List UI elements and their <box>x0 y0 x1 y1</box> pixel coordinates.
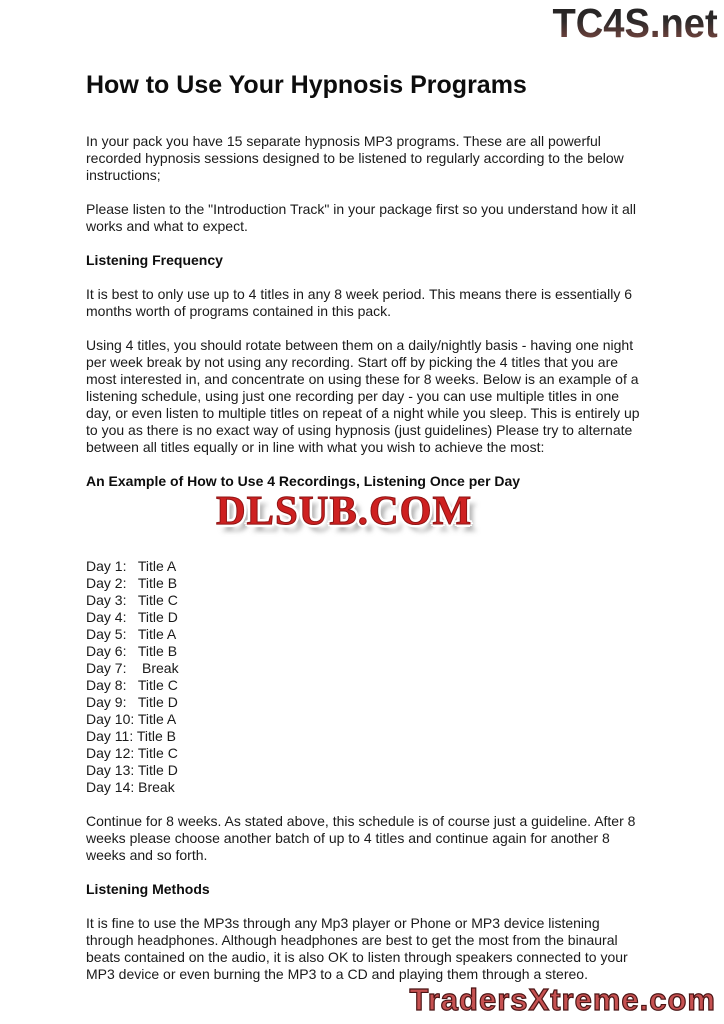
schedule-line: Day 12: Title C <box>86 745 178 761</box>
document-content <box>86 70 648 1000</box>
paragraph-methods: It is fine to use the MP3s through any Mp3 player or Phone or MP3 device listening through headphones. Although headphones are best to get the most from the binaural beats contained on the audio, it is also OK to listen through speakers connected to your MP3 device or even burning the MP3 to a CD and playing them through a stereo. <box>86 915 628 982</box>
schedule-line: Day 13: Title D <box>86 762 178 778</box>
schedule-line: Day 14: Break <box>86 779 175 795</box>
schedule-line: Day 1: Title A <box>86 558 177 574</box>
page-title: How to Use Your Hypnosis Programs <box>86 71 527 99</box>
schedule-line: Day 9: Title D <box>86 694 178 710</box>
paragraph-frequency-2: Using 4 titles, you should rotate between them on a daily/nightly basis - having one night per week break by not using any recording. Start off by picking the 4 titles that you are most interested in, and concentrate on using these for 8 weeks. Below is an example of a listening schedule, using just one recording per day - you can use multiple titles in one day, or even listen to multiple titles on repeat of a night while you sleep. This is entirely up to you as there is no exact way of using hypnosis (just guidelines) Please try to alternate between all titles equally or in line with what you wish to achieve the most: <box>86 337 640 455</box>
tc4s-logo: TC4S.net <box>552 0 718 46</box>
schedule-line: Day 8: Title C <box>86 677 178 693</box>
paragraph-intro-2: Please listen to the "Introduction Track" in your package first so you understand how it all works and what to expect. <box>86 201 637 234</box>
heading-listening-methods: Listening Methods <box>86 881 210 897</box>
schedule-line: Day 7: Break <box>86 660 179 676</box>
schedule-line: Day 3: Title C <box>86 592 178 608</box>
paragraph-continue: Continue for 8 weeks. As stated above, this schedule is of course just a guideline. After 8 weeks please choose another batch of up to 4 titles and continue again for another 8 weeks and so forth. <box>86 813 636 863</box>
tradersxtreme-logo: TradersXtreme.com <box>409 982 716 1017</box>
schedule-line: Day 4: Title D <box>86 609 178 625</box>
schedule-line: Day 6: Title B <box>86 643 178 659</box>
heading-listening-frequency: Listening Frequency <box>86 252 223 268</box>
schedule-list <box>86 507 648 796</box>
paragraph-intro-1: In your pack you have 15 separate hypnosis MP3 programs. These are all powerful recorded hypnosis sessions designed to be listened to regularly according to the below instructions; <box>86 133 624 183</box>
heading-example: An Example of How to Use 4 Recordings, Listening Once per Day <box>86 473 521 489</box>
schedule-line: Day 2: Title B <box>86 575 178 591</box>
paragraph-frequency-1: It is best to only use up to 4 titles in any 8 week period. This means there is essentially 6 months worth of programs contained in this pack. <box>86 286 633 319</box>
schedule-line: Day 5: Title A <box>86 626 177 642</box>
dlsub-watermark: DLSUB.COM <box>216 487 473 533</box>
schedule-line: Day 11: Title B <box>86 728 177 744</box>
schedule-line: Day 10: Title A <box>86 711 177 727</box>
